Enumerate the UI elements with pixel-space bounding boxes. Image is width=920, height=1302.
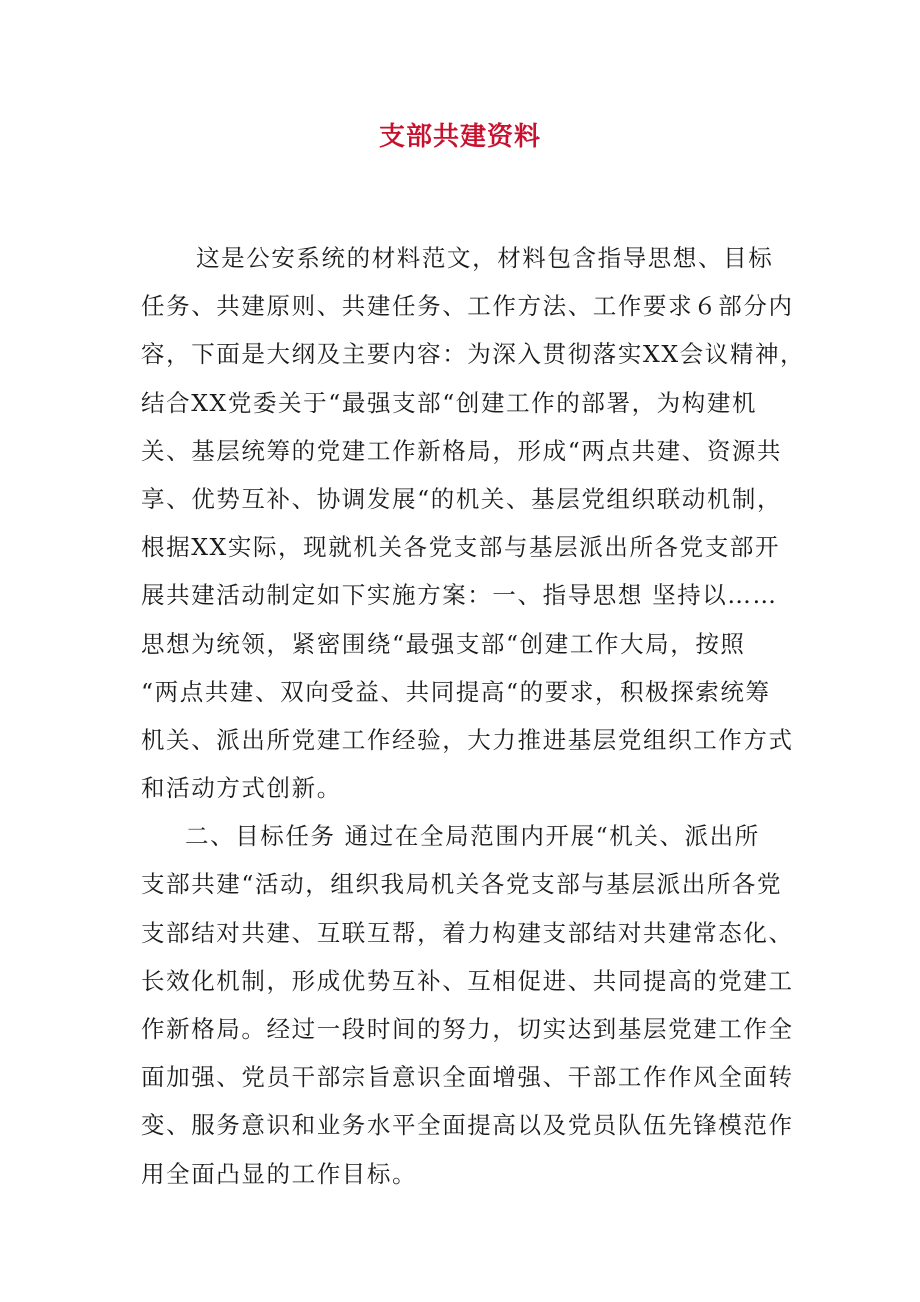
text-line: 支部共建“活动，组织我局机关各党支部与基层派出所各党 (141, 870, 783, 899)
text-line: 作新格局。经过一段时间的努力，切实达到基层党建工作全 (141, 1015, 794, 1043)
text-line: 任务、共建原则、共建任务、工作方法、工作要求６部分内 (141, 292, 794, 321)
text-line: 支部结对共建、互联互帮，着力构建支部结对共建常态化、 (141, 918, 794, 947)
text-line: 这是公安系统的材料范文，材料包含指导思想、目标 (196, 244, 774, 272)
text-line: 二、目标任务 通过在全局范围内开展“机关、派出所 (185, 822, 760, 851)
text-line: 根据XX实际，现就机关各党支部与基层派出所各党支部开 (141, 533, 781, 562)
text-line: 思想为统领，紧密围绕“最强支部“创建工作大局，按照 (141, 629, 746, 658)
text-line: 长效化机制，形成优势互补、互相促进、共同提高的党建工 (141, 966, 794, 995)
document-body (141, 234, 806, 1198)
text-line: 变、服务意识和业务水平全面提高以及党员队伍先锋模范作 (141, 1111, 794, 1140)
text-line: 用全面凸显的工作目标。 (141, 1159, 418, 1188)
text-line: 结合XX党委关于“最强支部“创建工作的部署，为构建机 (141, 388, 758, 417)
paragraph-intro (141, 234, 806, 812)
text-line: “两点共建、双向受益、共同提高“的要求，积极探索统筹 (141, 677, 771, 706)
text-line: 容，下面是大纲及主要内容：为深入贯彻落实XX会议精神， (141, 340, 806, 369)
text-line: 关、基层统筹的党建工作新格局，形成“两点共建、资源共 (141, 436, 783, 465)
text-line: 机关、派出所党建工作经验，大力推进基层党组织工作方式 (141, 725, 794, 754)
text-line: 展共建活动制定如下实施方案：一、指导思想 坚持以…… (141, 581, 778, 610)
text-line: 面加强、党员干部宗旨意识全面增强、干部工作作风全面转 (141, 1063, 794, 1092)
text-line: 和活动方式创新。 (141, 774, 342, 803)
text-line: 享、优势互补、协调发展“的机关、基层党组织联动机制， (141, 484, 783, 513)
document-title: 支部共建资料 (378, 122, 541, 152)
paragraph-goals (141, 812, 796, 1198)
